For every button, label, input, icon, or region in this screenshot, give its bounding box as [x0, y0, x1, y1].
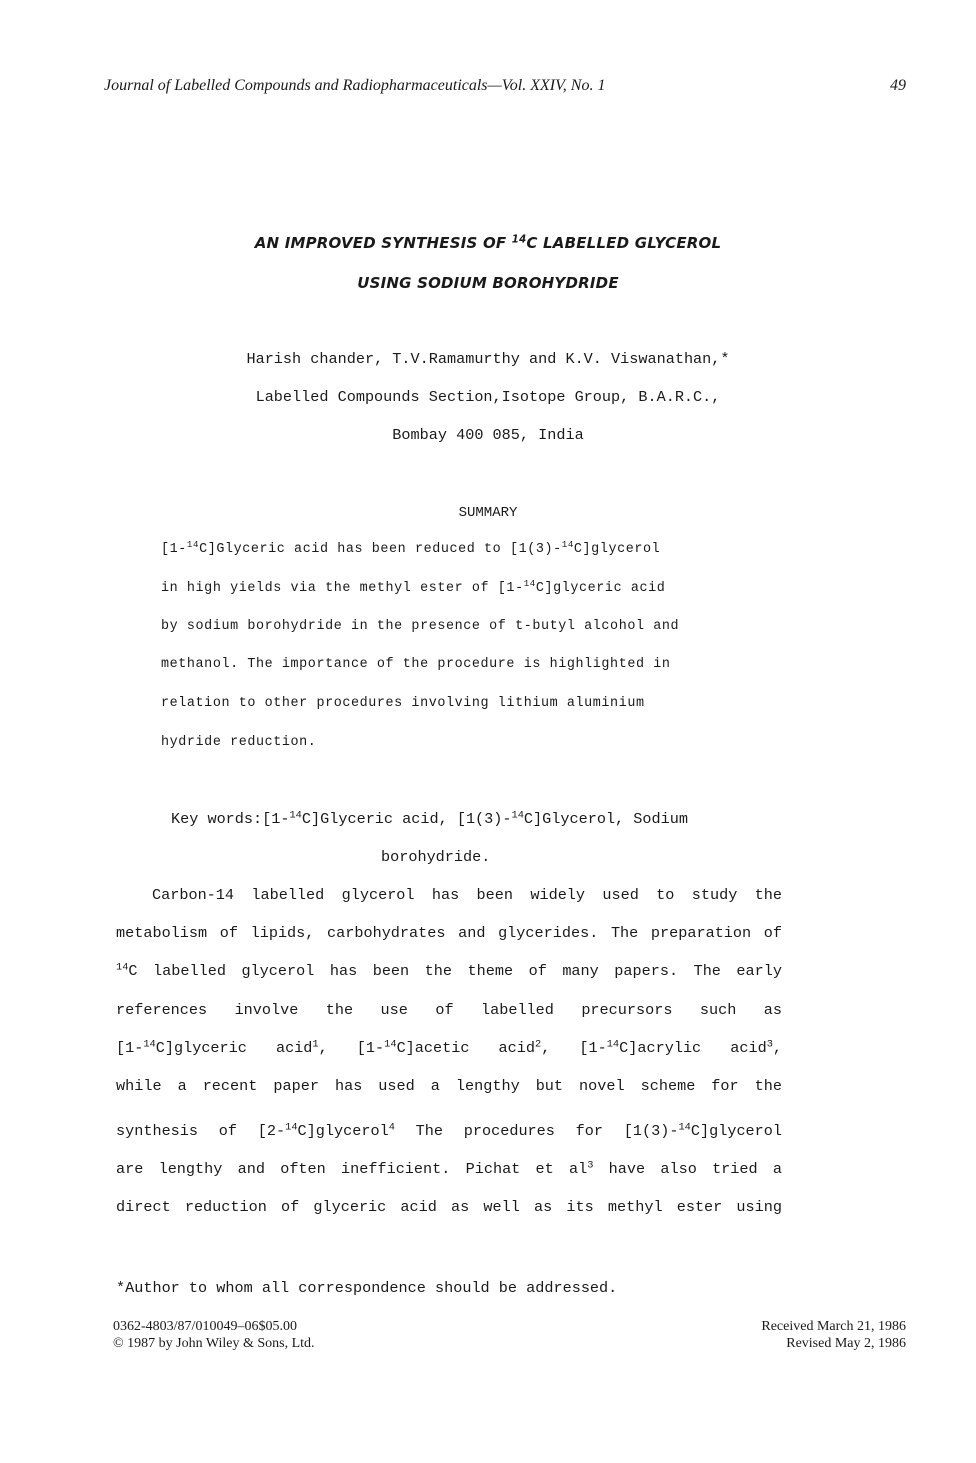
summary-line-2 — [161, 578, 666, 596]
body-text: , [1- — [318, 1039, 385, 1057]
page-number: 49 — [890, 77, 906, 94]
isotope-superscript: 14 — [289, 809, 302, 822]
article-title-line-2: USING SODIUM BOROHYDRIDE — [357, 274, 619, 292]
body-line-5 — [116, 1039, 782, 1057]
body-text: The procedures for [1(3)- — [394, 1122, 679, 1140]
body-line-7 — [116, 1122, 782, 1140]
received-date: Received March 21, 1986 — [761, 1319, 906, 1334]
body-text: C]glycerol — [690, 1122, 783, 1140]
article-title-line-1 — [0, 234, 976, 252]
isotope-superscript: 14 — [511, 809, 524, 822]
summary-line-6: hydride reduction. — [161, 735, 317, 750]
correspondence-footnote: *Author to whom all correspondence should be addressed. — [116, 1279, 618, 1297]
body-text: , — [772, 1039, 783, 1057]
summary-text: in high yields via the methyl ester of [1- — [161, 581, 524, 596]
summary-line-1 — [161, 539, 661, 557]
body-text: C]acrylic acid — [619, 1039, 767, 1057]
body-text: , [1- — [541, 1039, 607, 1057]
keywords-text: C]Glycerol, Sodium — [523, 810, 688, 828]
keywords-line-1 — [171, 810, 688, 828]
reference-superscript: 3 — [766, 1038, 773, 1051]
title-isotope-superscript: 14 — [511, 234, 527, 246]
body-text: are lengthy and often inefficient. Pichat et al — [116, 1160, 588, 1178]
title-line1-pre: AN IMPROVED SYNTHESIS OF — [254, 234, 512, 252]
body-text: C labelled glycerol has been the theme of many papers. The early — [128, 962, 782, 980]
body-line-1: Carbon-14 labelled glycerol has been widely used to study the — [152, 886, 782, 904]
author-address: Bombay 400 085, India — [392, 426, 584, 444]
body-line-6: while a recent paper has used a lengthy but novel scheme for the — [116, 1077, 782, 1095]
isotope-superscript: 14 — [143, 1038, 156, 1051]
keywords-text: C]Glyceric acid, [1(3)- — [301, 810, 512, 828]
summary-text: C]Glyceric acid has been reduced to [1(3)- — [199, 542, 562, 557]
title-line1-post: C LABELLED GLYCEROL — [526, 234, 722, 252]
reference-superscript: 3 — [587, 1159, 594, 1172]
body-text: C]acetic acid — [396, 1039, 535, 1057]
isotope-superscript: 14 — [523, 578, 536, 589]
isotope-superscript: 14 — [116, 961, 129, 974]
isotope-superscript: 14 — [606, 1038, 620, 1051]
author-names: Harish chander, T.V.Ramamurthy and K.V. Viswanathan,* — [246, 350, 730, 368]
body-line-9: direct reduction of glyceric acid as well as its methyl ester using — [116, 1198, 782, 1216]
body-text: C]glycerol — [297, 1122, 389, 1140]
reference-superscript: 1 — [312, 1038, 319, 1051]
summary-text: C]glycerol — [573, 542, 661, 557]
isotope-superscript: 14 — [186, 539, 200, 550]
reference-superscript: 4 — [388, 1121, 395, 1134]
summary-line-5: relation to other procedures involving lithium aluminium — [161, 696, 645, 711]
article-code: 0362-4803/87/010049–06$05.00 — [113, 1319, 297, 1334]
body-text: have also tried a — [593, 1160, 782, 1178]
isotope-superscript: 14 — [561, 539, 574, 550]
copyright-notice: © 1987 by John Wiley & Sons, Ltd. — [113, 1336, 315, 1351]
summary-heading: SUMMARY — [458, 505, 518, 521]
summary-line-3: by sodium borohydride in the presence of t-butyl alcohol and — [161, 619, 680, 634]
keywords-text: Key words:[1- — [171, 810, 290, 828]
revised-date: Revised May 2, 1986 — [786, 1336, 906, 1351]
isotope-superscript: 14 — [384, 1038, 397, 1051]
body-line-2: metabolism of lipids, carbohydrates and glycerides. The preparation of — [116, 924, 782, 942]
isotope-superscript: 14 — [285, 1121, 298, 1134]
summary-text: C]glyceric acid — [535, 581, 666, 596]
summary-text: [1- — [161, 542, 187, 557]
journal-header: Journal of Labelled Compounds and Radiopharmaceuticals—Vol. XXIV, No. 1 — [104, 77, 606, 94]
body-line-8 — [116, 1160, 782, 1178]
body-line-4: references involve the use of labelled precursors such as — [116, 1001, 782, 1019]
body-text: C]glyceric acid — [155, 1039, 313, 1057]
keywords-line-2: borohydride. — [381, 848, 491, 866]
body-line-3 — [116, 962, 782, 980]
author-affiliation: Labelled Compounds Section,Isotope Group, B.A.R.C., — [255, 388, 721, 406]
reference-superscript: 2 — [535, 1038, 542, 1051]
body-text: synthesis of [2- — [116, 1122, 286, 1140]
body-text: [1- — [116, 1039, 144, 1057]
isotope-superscript: 14 — [678, 1121, 691, 1134]
summary-line-4: methanol. The importance of the procedure is highlighted in — [161, 657, 671, 672]
